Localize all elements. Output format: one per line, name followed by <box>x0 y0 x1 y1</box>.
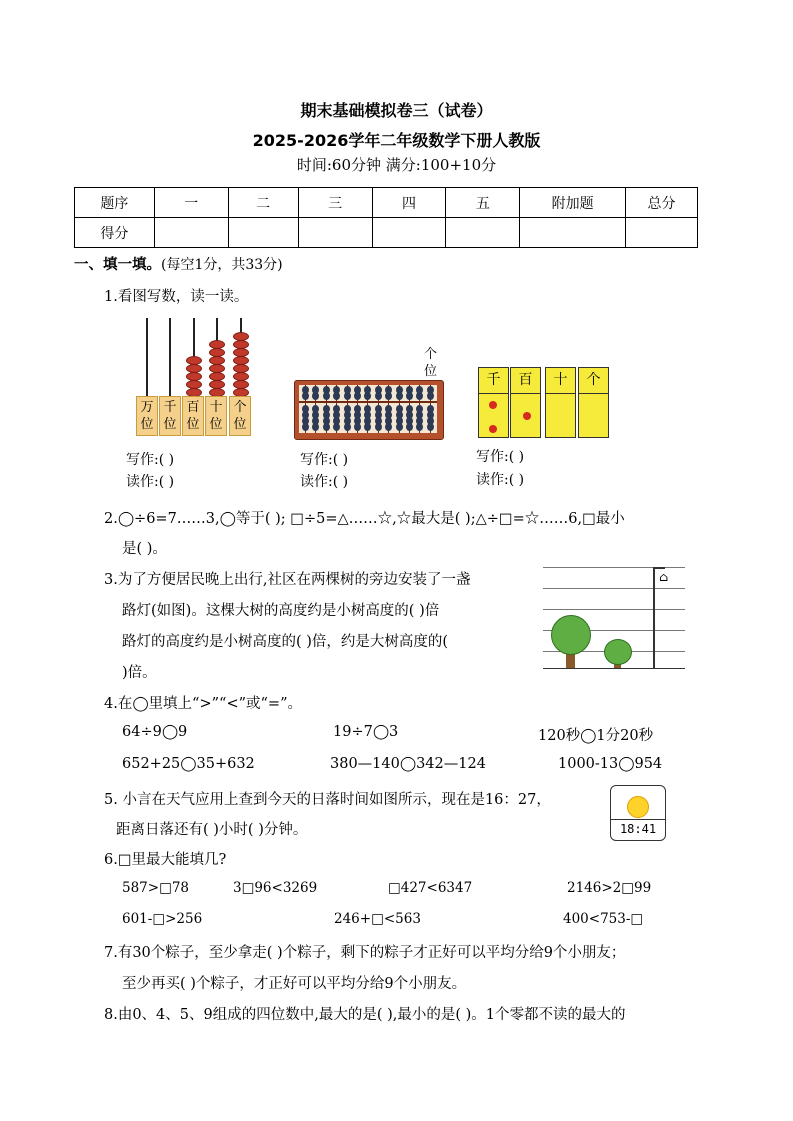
table-cell: 三 <box>298 188 372 218</box>
q4-item: 19÷7◯3 <box>333 724 399 740</box>
suanpan-bead <box>333 392 340 400</box>
grid-header-cell: 百 <box>510 367 541 394</box>
score-row-label: 得分 <box>75 218 155 248</box>
abacus-bead <box>233 332 249 341</box>
place-label: 万位 <box>136 396 158 436</box>
score-table <box>74 187 698 248</box>
counter-dot <box>489 425 497 433</box>
q1-read-2: 读作:( ) <box>300 474 349 490</box>
suanpan-bead <box>416 392 423 400</box>
q1-write-3: 写作:( ) <box>476 449 525 465</box>
q1-read-1: 读作:( ) <box>126 474 175 490</box>
lamp-arm <box>653 567 665 569</box>
abacus-bead <box>209 364 225 373</box>
q4-item: 120秒◯1分20秒 <box>538 728 654 744</box>
abacus-bead <box>233 348 249 357</box>
q1-read-3: 读作:( ) <box>476 472 525 488</box>
abacus-bead <box>209 372 225 381</box>
q6-item: 3□96<3269 <box>233 880 318 896</box>
score-table-score-row <box>75 218 698 248</box>
suanpan-bead <box>333 423 340 431</box>
table-cell: 附加题 <box>520 188 626 218</box>
place-label: 千位 <box>159 396 181 436</box>
table-cell: 题序 <box>75 188 155 218</box>
score-input-cell[interactable] <box>626 218 698 248</box>
q5-line2: 距离日落还有( )小时( )分钟。 <box>116 822 308 838</box>
abacus-bead <box>186 356 202 365</box>
abacus-bead <box>209 356 225 365</box>
score-input-cell[interactable] <box>298 218 372 248</box>
section-note: (每空1分，共33分) <box>161 257 283 273</box>
q7-line2: 至少再买( )个粽子，才正好可以平均分给9个小朋友。 <box>122 976 467 992</box>
q4-item: 380—140◯342—124 <box>330 756 486 772</box>
grid-value-cell <box>545 393 576 438</box>
lamp-icon: ⌂ <box>659 570 669 584</box>
score-table-header-row <box>75 188 698 218</box>
q7-line1: 7.有30个粽子，至少拿走( )个粽子，剩下的粽子才正好可以平均分给9个小朋友； <box>104 945 626 961</box>
q4-item: 1000-13◯954 <box>558 756 663 772</box>
q3-line3: 路灯的高度约是小树高度的( )倍，约是大树高度的( <box>122 634 449 650</box>
score-input-cell[interactable] <box>520 218 626 248</box>
abacus-bead <box>233 340 249 349</box>
suanpan-bead <box>396 392 403 400</box>
height-guide-line <box>543 609 685 610</box>
suanpan-bead <box>427 423 434 431</box>
height-guide-line <box>543 588 685 589</box>
score-input-cell[interactable] <box>154 218 228 248</box>
q1-write-1: 写作:( ) <box>126 452 175 468</box>
q6-item: 601-□>256 <box>122 911 203 927</box>
abacus-bead <box>209 348 225 357</box>
suanpan-bead <box>406 392 413 400</box>
q3-line2: 路灯(如图)。这棵大树的高度约是小树高度的( )倍 <box>122 603 440 619</box>
q6-item: 587>□78 <box>122 880 190 896</box>
grid-header-cell: 个 <box>578 367 609 394</box>
abacus-bead <box>233 380 249 389</box>
grid-header-cell: 十 <box>545 367 576 394</box>
suanpan-bead <box>344 423 351 431</box>
suanpan-bead <box>344 392 351 400</box>
q3-line4: )倍。 <box>122 665 157 681</box>
lamp-pole <box>653 567 655 668</box>
abacus-bead <box>233 372 249 381</box>
q6-item: 400<753-□ <box>563 911 644 927</box>
abacus-rod <box>169 318 171 396</box>
q5-line1: 5. 小言在天气应用上查到今天的日落时间如图所示，现在是16：27， <box>104 792 551 808</box>
place-label: 十位 <box>205 396 227 436</box>
grid-header-cell: 千 <box>478 367 509 394</box>
suanpan-bead <box>354 423 361 431</box>
small-tree-icon <box>604 639 632 665</box>
sun-icon <box>627 796 649 818</box>
suanpan-beam <box>299 401 437 403</box>
abacus-bead <box>209 340 225 349</box>
sunset-time: 18:41 <box>619 822 657 836</box>
q4-item: 652+25◯35+632 <box>122 756 255 772</box>
suanpan-place-label: 个位 <box>424 347 438 379</box>
sunset-widget <box>610 785 666 841</box>
q3-line1: 3.为了方便居民晚上出行,社区在两棵树的旁边安装了一盏 <box>104 572 471 588</box>
abacus-bead <box>186 380 202 389</box>
suanpan-bead <box>312 423 319 431</box>
table-cell: 总分 <box>626 188 698 218</box>
exam-subtitle: 2025-2026学年二年级数学下册人教版 <box>252 131 541 150</box>
suanpan-bead <box>396 423 403 431</box>
q1-prompt: 1.看图写数，读一读。 <box>104 289 249 305</box>
abacus-rod <box>146 318 148 396</box>
q1-write-2: 写作:( ) <box>300 452 349 468</box>
exam-title: 期末基础模拟卷三（试卷） <box>300 101 493 120</box>
q6-prompt: 6.□里最大能填几? <box>104 852 227 868</box>
sunset-widget-divider <box>611 819 665 820</box>
suanpan-bead <box>302 423 309 431</box>
suanpan-bead <box>416 423 423 431</box>
suanpan-bead <box>354 392 361 400</box>
abacus-bead <box>209 380 225 389</box>
time-info: 时间:60分钟 满分:100+10分 <box>296 156 497 174</box>
q2-line1: 2.◯÷6=7……3,◯等于( ); □÷5=△……☆,☆最大是( );△÷□=☆……6,□最小 <box>104 511 625 527</box>
place-label: 个位 <box>229 396 251 436</box>
score-input-cell[interactable] <box>446 218 520 248</box>
abacus-bead <box>186 372 202 381</box>
counter-dot <box>489 401 497 409</box>
counter-dot <box>523 412 531 420</box>
table-cell: 五 <box>446 188 520 218</box>
grid-value-cell <box>578 393 609 438</box>
section-heading <box>74 253 283 274</box>
table-cell: 二 <box>228 188 298 218</box>
suanpan-bead <box>375 392 382 400</box>
suanpan-bead <box>323 392 330 400</box>
score-input-cell[interactable] <box>372 218 446 248</box>
ground-line <box>543 668 685 669</box>
suanpan-bead <box>427 392 434 400</box>
suanpan-bead <box>364 392 371 400</box>
q4-prompt: 4.在◯里填上“>”“<”或“=”。 <box>104 696 302 712</box>
abacus-bead <box>233 356 249 365</box>
table-cell: 一 <box>154 188 228 218</box>
q6-item: □427<6347 <box>388 880 473 896</box>
suanpan-bead <box>364 423 371 431</box>
suanpan-bead <box>323 423 330 431</box>
abacus-bead <box>233 364 249 373</box>
q6-item: 2146>2□99 <box>567 880 652 896</box>
suanpan-bead <box>406 423 413 431</box>
q6-item: 246+□<563 <box>334 911 421 927</box>
q8-line1: 8.由0、4、5、9组成的四位数中,最大的是( ),最小的是( )。1个零都不读的最大的 <box>104 1007 626 1023</box>
suanpan-bead <box>385 423 392 431</box>
table-cell: 四 <box>372 188 446 218</box>
big-tree-icon <box>551 615 591 655</box>
suanpan-bead <box>385 392 392 400</box>
q2-line2: 是( )。 <box>122 541 167 557</box>
suanpan-bead <box>302 392 309 400</box>
suanpan-bead <box>312 392 319 400</box>
q4-item: 64÷9◯9 <box>122 724 188 740</box>
section-number: 一、填一填。 <box>74 257 161 273</box>
place-label: 百位 <box>182 396 204 436</box>
score-input-cell[interactable] <box>228 218 298 248</box>
suanpan-bead <box>375 423 382 431</box>
abacus-bead <box>186 364 202 373</box>
